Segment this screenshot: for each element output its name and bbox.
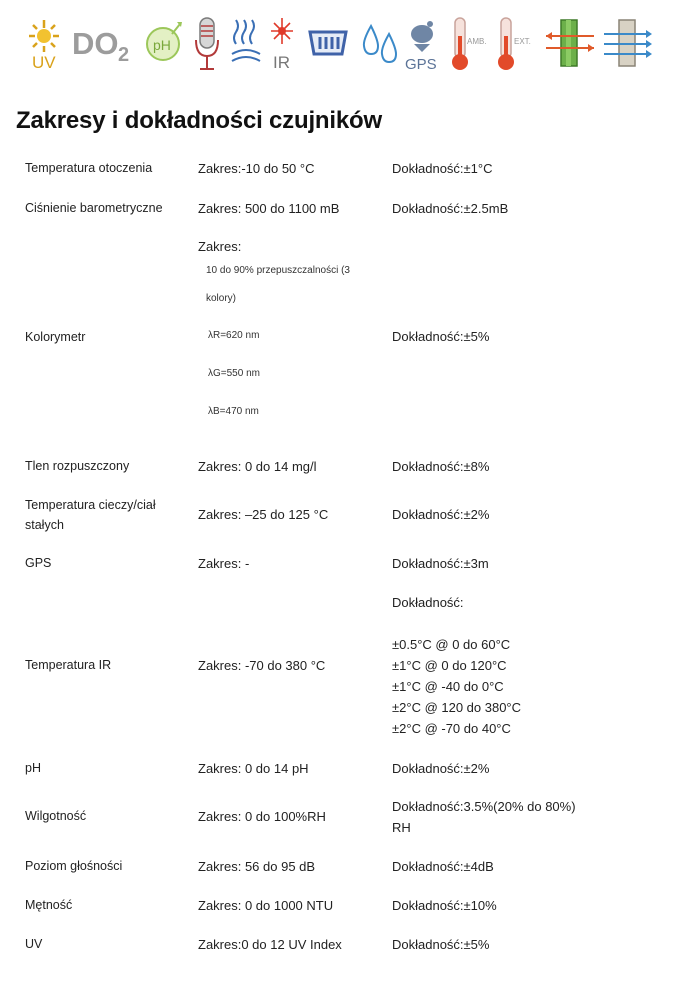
turbidity-icon [306,14,352,74]
sensor-name-line: stałych [25,518,64,532]
svg-text:GPS: GPS [405,56,437,73]
accuracy-line: ±0.5°C @ 0 do 60°C [392,637,511,652]
sensor-name: Temperatura IR [25,658,112,672]
sensor-range: Zakres: 0 do 1000 NTU [198,898,334,913]
range-line: λG=550 nm [208,368,260,379]
svg-text:pH: pH [153,37,171,53]
sensor-name: Ciśnienie barometryczne [25,201,163,215]
sensor-range: Zakres: - [198,556,250,571]
sensor-accuracy [392,796,592,838]
sensor-range: Zakres: 500 do 1100 mB [198,201,340,216]
sensor-range: Zakres:0 do 12 UV Index [198,937,342,952]
sensor-name: Temperatura otoczenia [25,161,153,175]
colorimeter-icon [544,14,596,74]
uv-icon [24,14,64,74]
sensor-name: GPS [25,556,52,570]
page-title: Zakresy i dokładności czujników [16,107,382,134]
transparency-icon [602,14,654,74]
sensor-accuracy: Dokładność:±3m [392,556,489,571]
sensor-accuracy: Dokładność:±2% [392,761,490,776]
sensor-accuracy: Dokładność:±10% [392,898,497,913]
accuracy-line: Dokładność:3.5%(20% do 80%) [392,799,576,814]
accuracy-line: RH [392,820,411,835]
range-label: Zakres: [198,239,242,254]
ir-icon [270,14,296,74]
range-line: 10 do 90% przepuszczalności (3 [206,265,350,276]
sensor-name-line: Temperatura cieczy/ciał [25,498,156,512]
ph-icon [144,14,184,74]
accuracy-line: ±2°C @ -70 do 40°C [392,721,511,736]
water-drops-icon [360,14,400,74]
sensor-icon-bar [24,14,664,74]
sensor-accuracy: Dokładność:±5% [392,329,490,344]
svg-text:AMB.: AMB. [467,37,487,46]
sensor-accuracy: Dokładność:±4dB [392,859,494,874]
svg-text:2: 2 [118,44,130,66]
svg-text:UV: UV [32,53,56,72]
sensor-range [198,236,383,431]
sensor-range: Zakres: 0 do 14 mg/l [198,459,317,474]
sensor-range: Zakres:-10 do 50 °C [198,161,315,176]
sensor-name: Wilgotność [25,809,87,823]
accuracy-label: Dokładność: [392,595,464,610]
sensor-accuracy: Dokładność:±2% [392,507,490,522]
thermometer-ext-icon [494,14,540,74]
accuracy-line: ±1°C @ -40 do 0°C [392,679,504,694]
svg-text:DO: DO [72,26,119,61]
sensor-name: Poziom głośności [25,859,123,873]
accuracy-line: ±2°C @ 120 do 380°C [392,700,522,715]
do2-icon [72,14,134,74]
sensor-accuracy: Dokładność:±8% [392,459,490,474]
sensor-range: Zakres: –25 do 125 °C [198,507,329,522]
gps-icon [404,14,440,74]
sensor-name: Tlen rozpuszczony [25,459,130,473]
humidity-waves-icon [230,14,262,74]
sensor-accuracy [392,592,592,739]
sensor-name [25,495,190,535]
accuracy-line: ±1°C @ 0 do 120°C [392,658,507,673]
thermometer-amb-icon [448,14,494,74]
microphone-icon [192,14,222,74]
range-line: λR=620 nm [208,330,260,341]
sensor-range: Zakres: 0 do 14 pH [198,761,309,776]
sensor-accuracy: Dokładność:±2.5mB [392,201,509,216]
range-line: λB=470 nm [208,406,259,417]
sensor-name: Mętność [25,898,73,912]
sensor-name: pH [25,761,41,775]
sensor-name: UV [25,937,43,951]
range-line: kolory) [206,293,237,304]
sensor-name: Kolorymetr [25,330,86,344]
sensor-accuracy: Dokładność:±1°C [392,161,493,176]
sensor-accuracy: Dokładność:±5% [392,937,490,952]
sensor-range: Zakres: -70 do 380 °C [198,658,326,673]
sensor-range: Zakres: 56 do 95 dB [198,859,316,874]
svg-text:EXT.: EXT. [514,37,531,46]
svg-text:IR: IR [273,53,290,72]
sensor-range: Zakres: 0 do 100%RH [198,809,326,824]
